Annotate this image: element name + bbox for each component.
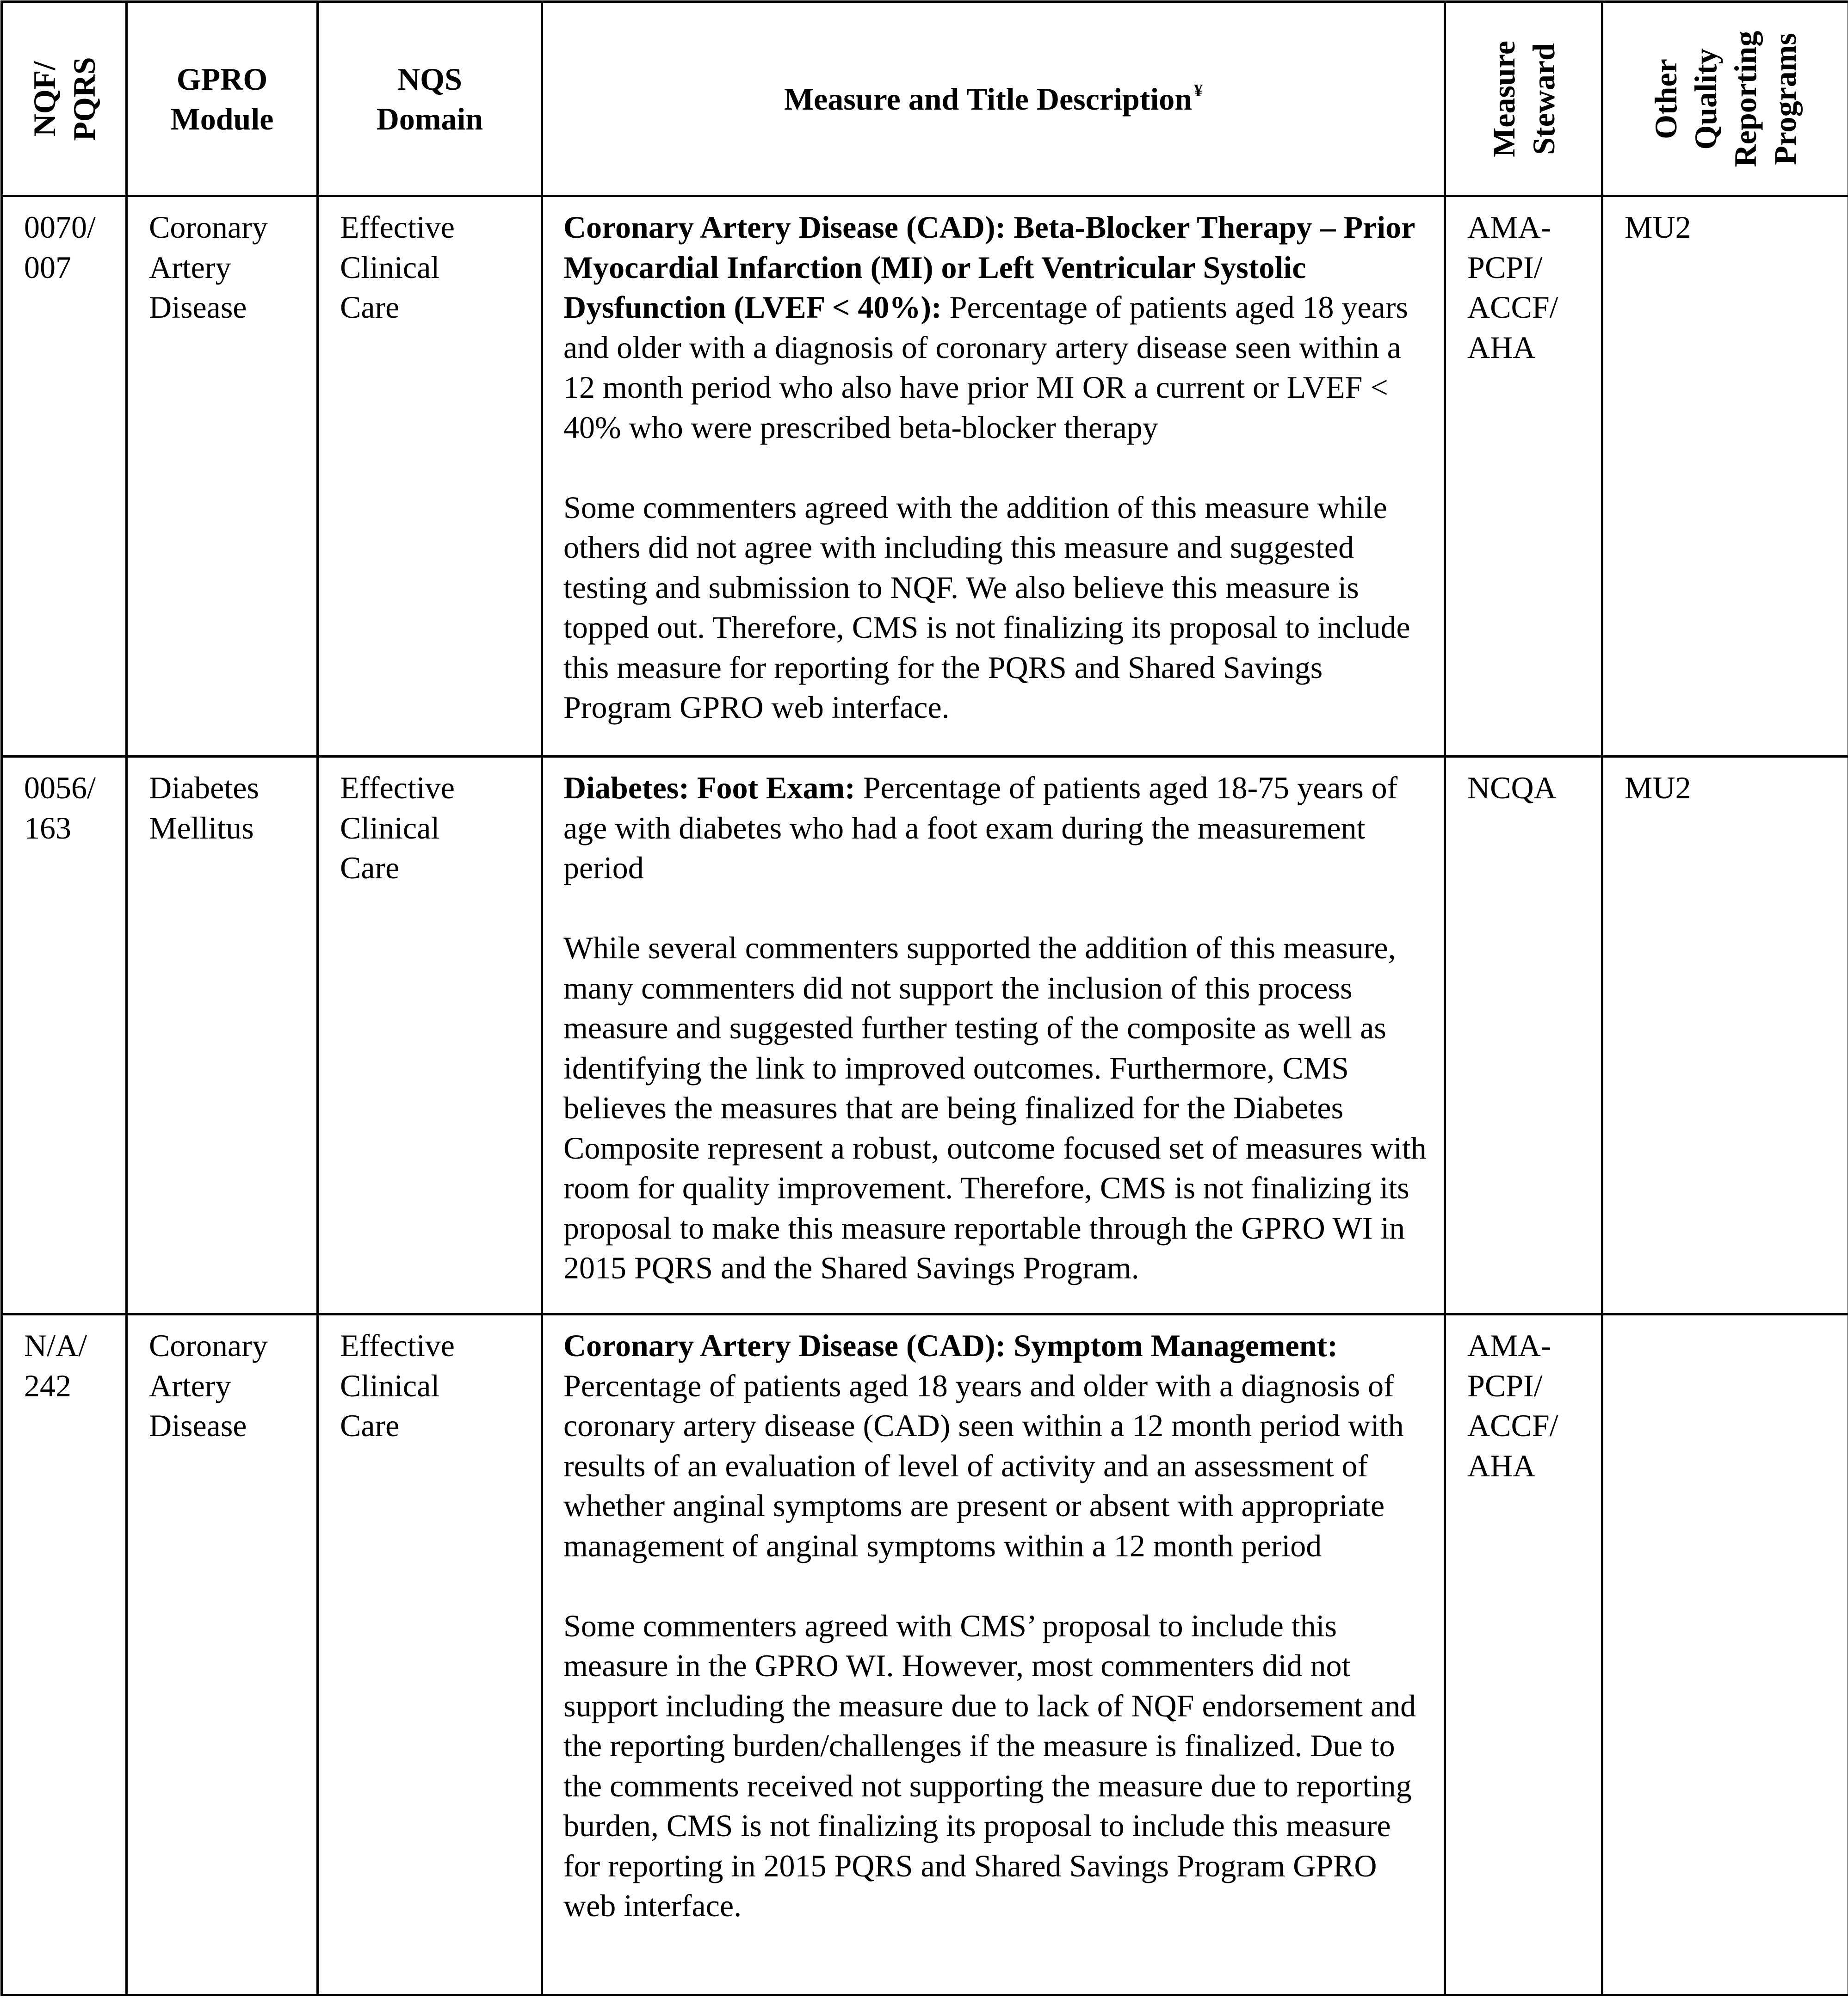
cell-line: Effective <box>340 1328 455 1363</box>
cell-line: Care <box>340 1408 400 1443</box>
cell-line: Artery <box>149 249 231 285</box>
measure-title: Diabetes: Foot Exam: <box>563 770 855 805</box>
measure-description-text: Percentage of patients aged 18 years and older with a diagnosis of coronary artery disease seen within a 12 month period who also have prior MI OR a current or LVEF < 40% who were prescribed beta-blocker therapy <box>563 290 1408 445</box>
cell-line: Coronary <box>149 210 268 245</box>
cell-line: MU2 <box>1625 770 1691 805</box>
header-other-programs-line-1: Other <box>1648 58 1683 139</box>
measure-comment: While several commenters supported the addition of this measure, many commenters did not support the inclusion of this process measure and suggested further testing of the composite as well as identifying the link to improved outcomes. Furthermore, CMS believes the measures that are being finalized for the Diabetes Composite represent a robust, outcome focused set of measures with room for quality improvement. Therefore, CMS is not finalizing its proposal to make this measure reportable through the GPRO WI in 2015 PQRS and the Shared Savings Program. <box>563 930 1427 1285</box>
cell-line: Care <box>340 850 400 885</box>
cell-measure-description <box>542 1314 1445 1995</box>
cell-line: Clinical <box>340 1368 440 1403</box>
cell-line: PCPI/ <box>1467 1368 1543 1403</box>
header-row <box>2 2 1848 196</box>
measure-definition <box>563 1326 1431 1566</box>
header-measure-title <box>542 2 1445 196</box>
header-nqf-pqrs-line-2: PQRS <box>66 56 102 141</box>
measure-definition <box>563 207 1431 447</box>
header-nqs-domain <box>318 2 542 196</box>
header-other-programs-line-4: Programs <box>1768 32 1803 165</box>
cell-nqs-domain <box>318 1314 542 1995</box>
header-measure-steward-line-2: Steward <box>1526 43 1561 155</box>
cell-other-programs <box>1602 757 1848 1314</box>
cell-measure-steward <box>1445 1314 1602 1995</box>
cell-line: Effective <box>340 770 455 805</box>
cell-other-programs <box>1602 196 1848 757</box>
cell-line: Clinical <box>340 249 440 285</box>
cell-other-programs <box>1602 1314 1848 1995</box>
cell-line: PCPI/ <box>1467 249 1543 285</box>
header-gpro-module <box>127 2 318 196</box>
cell-measure-steward <box>1445 757 1602 1314</box>
cell-line: Effective <box>340 210 455 245</box>
measure-title: Coronary Artery Disease (CAD): Beta-Blocker Therapy – Prior Myocardial Infarction (MI) or Left Ventricular Systolic Dysfunction (LVEF < 40%): <box>563 210 1415 325</box>
measure-definition <box>563 768 1431 888</box>
measure-description-text: Percentage of patients aged 18 years and older with a diagnosis of coronary artery disease (CAD) seen within a 12 month period with results of an evaluation of level of activity and an assessment of whether anginal symptoms are present or absent with appropriate management of anginal symptoms within a 12 month period <box>563 1368 1404 1563</box>
header-nqs-domain-line-1: NQS <box>397 61 462 97</box>
footnote-marker: ¥ <box>1194 80 1203 100</box>
cell-line: 0056/ <box>24 770 96 805</box>
header-other-programs <box>1602 2 1848 196</box>
measure-comment: Some commenters agreed with CMS’ proposal to include this measure in the GPRO WI. However, most commenters did not support including the measure due to lack of NQF endorsement and the reporting burden/challenges if the measure is finalized. Due to the comments received not supporting the measure due to reporting burden, CMS is not finalizing its proposal to include this measure for reporting in 2015 PQRS and Shared Savings Program GPRO web interface. <box>563 1608 1416 1923</box>
cell-gpro-module <box>127 1314 318 1995</box>
measure-comment: Some commenters agreed with the addition of this measure while others did not agree with including this measure and suggested testing and submission to NQF. We also believe this measure is topped out. Therefore, CMS is not finalizing its proposal to include this measure for reporting for the PQRS and Shared Savings Program GPRO web interface. <box>563 489 1410 725</box>
cell-line: N/A/ <box>24 1328 87 1363</box>
table-row <box>2 757 1848 1314</box>
cell-line: AMA- <box>1467 1328 1551 1363</box>
table-row <box>2 196 1848 757</box>
header-measure-steward <box>1445 2 1602 196</box>
cell-line: Coronary <box>149 1328 268 1363</box>
cell-line: MU2 <box>1625 210 1691 245</box>
measure-description-text: Percentage of patients aged 18-75 years of age with diabetes who had a foot exam during the measurement period <box>563 770 1398 885</box>
cell-line: AHA <box>1467 1448 1536 1483</box>
header-measure-title-text: Measure and Title Description <box>784 81 1193 117</box>
header-gpro-module-line-2: Module <box>170 101 274 136</box>
cell-line: ACCF/ <box>1467 290 1558 325</box>
cell-line: Disease <box>149 1408 247 1443</box>
header-measure-steward-line-1: Measure <box>1486 40 1521 157</box>
cell-nqf-pqrs <box>2 757 127 1314</box>
cell-line: Care <box>340 290 400 325</box>
cell-line: ACCF/ <box>1467 1408 1558 1443</box>
cell-measure-steward <box>1445 196 1602 757</box>
cell-nqf-pqrs <box>2 196 127 757</box>
header-other-programs-line-3: Reporting <box>1728 31 1763 167</box>
cell-line: Clinical <box>340 810 440 845</box>
cell-gpro-module <box>127 757 318 1314</box>
table-row <box>2 1314 1848 1995</box>
cell-line: AMA- <box>1467 210 1551 245</box>
cell-nqf-pqrs <box>2 1314 127 1995</box>
cell-line: Mellitus <box>149 810 254 845</box>
cell-gpro-module <box>127 196 318 757</box>
cell-line: Disease <box>149 290 247 325</box>
cell-line: 007 <box>24 249 71 285</box>
header-nqf-pqrs <box>2 2 127 196</box>
cell-line: Diabetes <box>149 770 259 805</box>
cell-nqs-domain <box>318 196 542 757</box>
measure-title: Coronary Artery Disease (CAD): Symptom Management: <box>563 1328 1338 1363</box>
cell-line: 0070/ <box>24 210 96 245</box>
cell-line: 242 <box>24 1368 71 1403</box>
cell-nqs-domain <box>318 757 542 1314</box>
cell-measure-description <box>542 757 1445 1314</box>
cell-measure-description <box>542 196 1445 757</box>
cell-line: Artery <box>149 1368 231 1403</box>
header-nqs-domain-line-2: Domain <box>376 101 483 136</box>
cell-line: NCQA <box>1467 770 1557 805</box>
header-other-programs-line-2: Quality <box>1688 48 1723 150</box>
header-nqf-pqrs-line-1: NQF/ <box>26 61 62 136</box>
header-gpro-module-line-1: GPRO <box>176 61 268 97</box>
cell-line: AHA <box>1467 329 1536 365</box>
cell-line: 163 <box>24 810 71 845</box>
